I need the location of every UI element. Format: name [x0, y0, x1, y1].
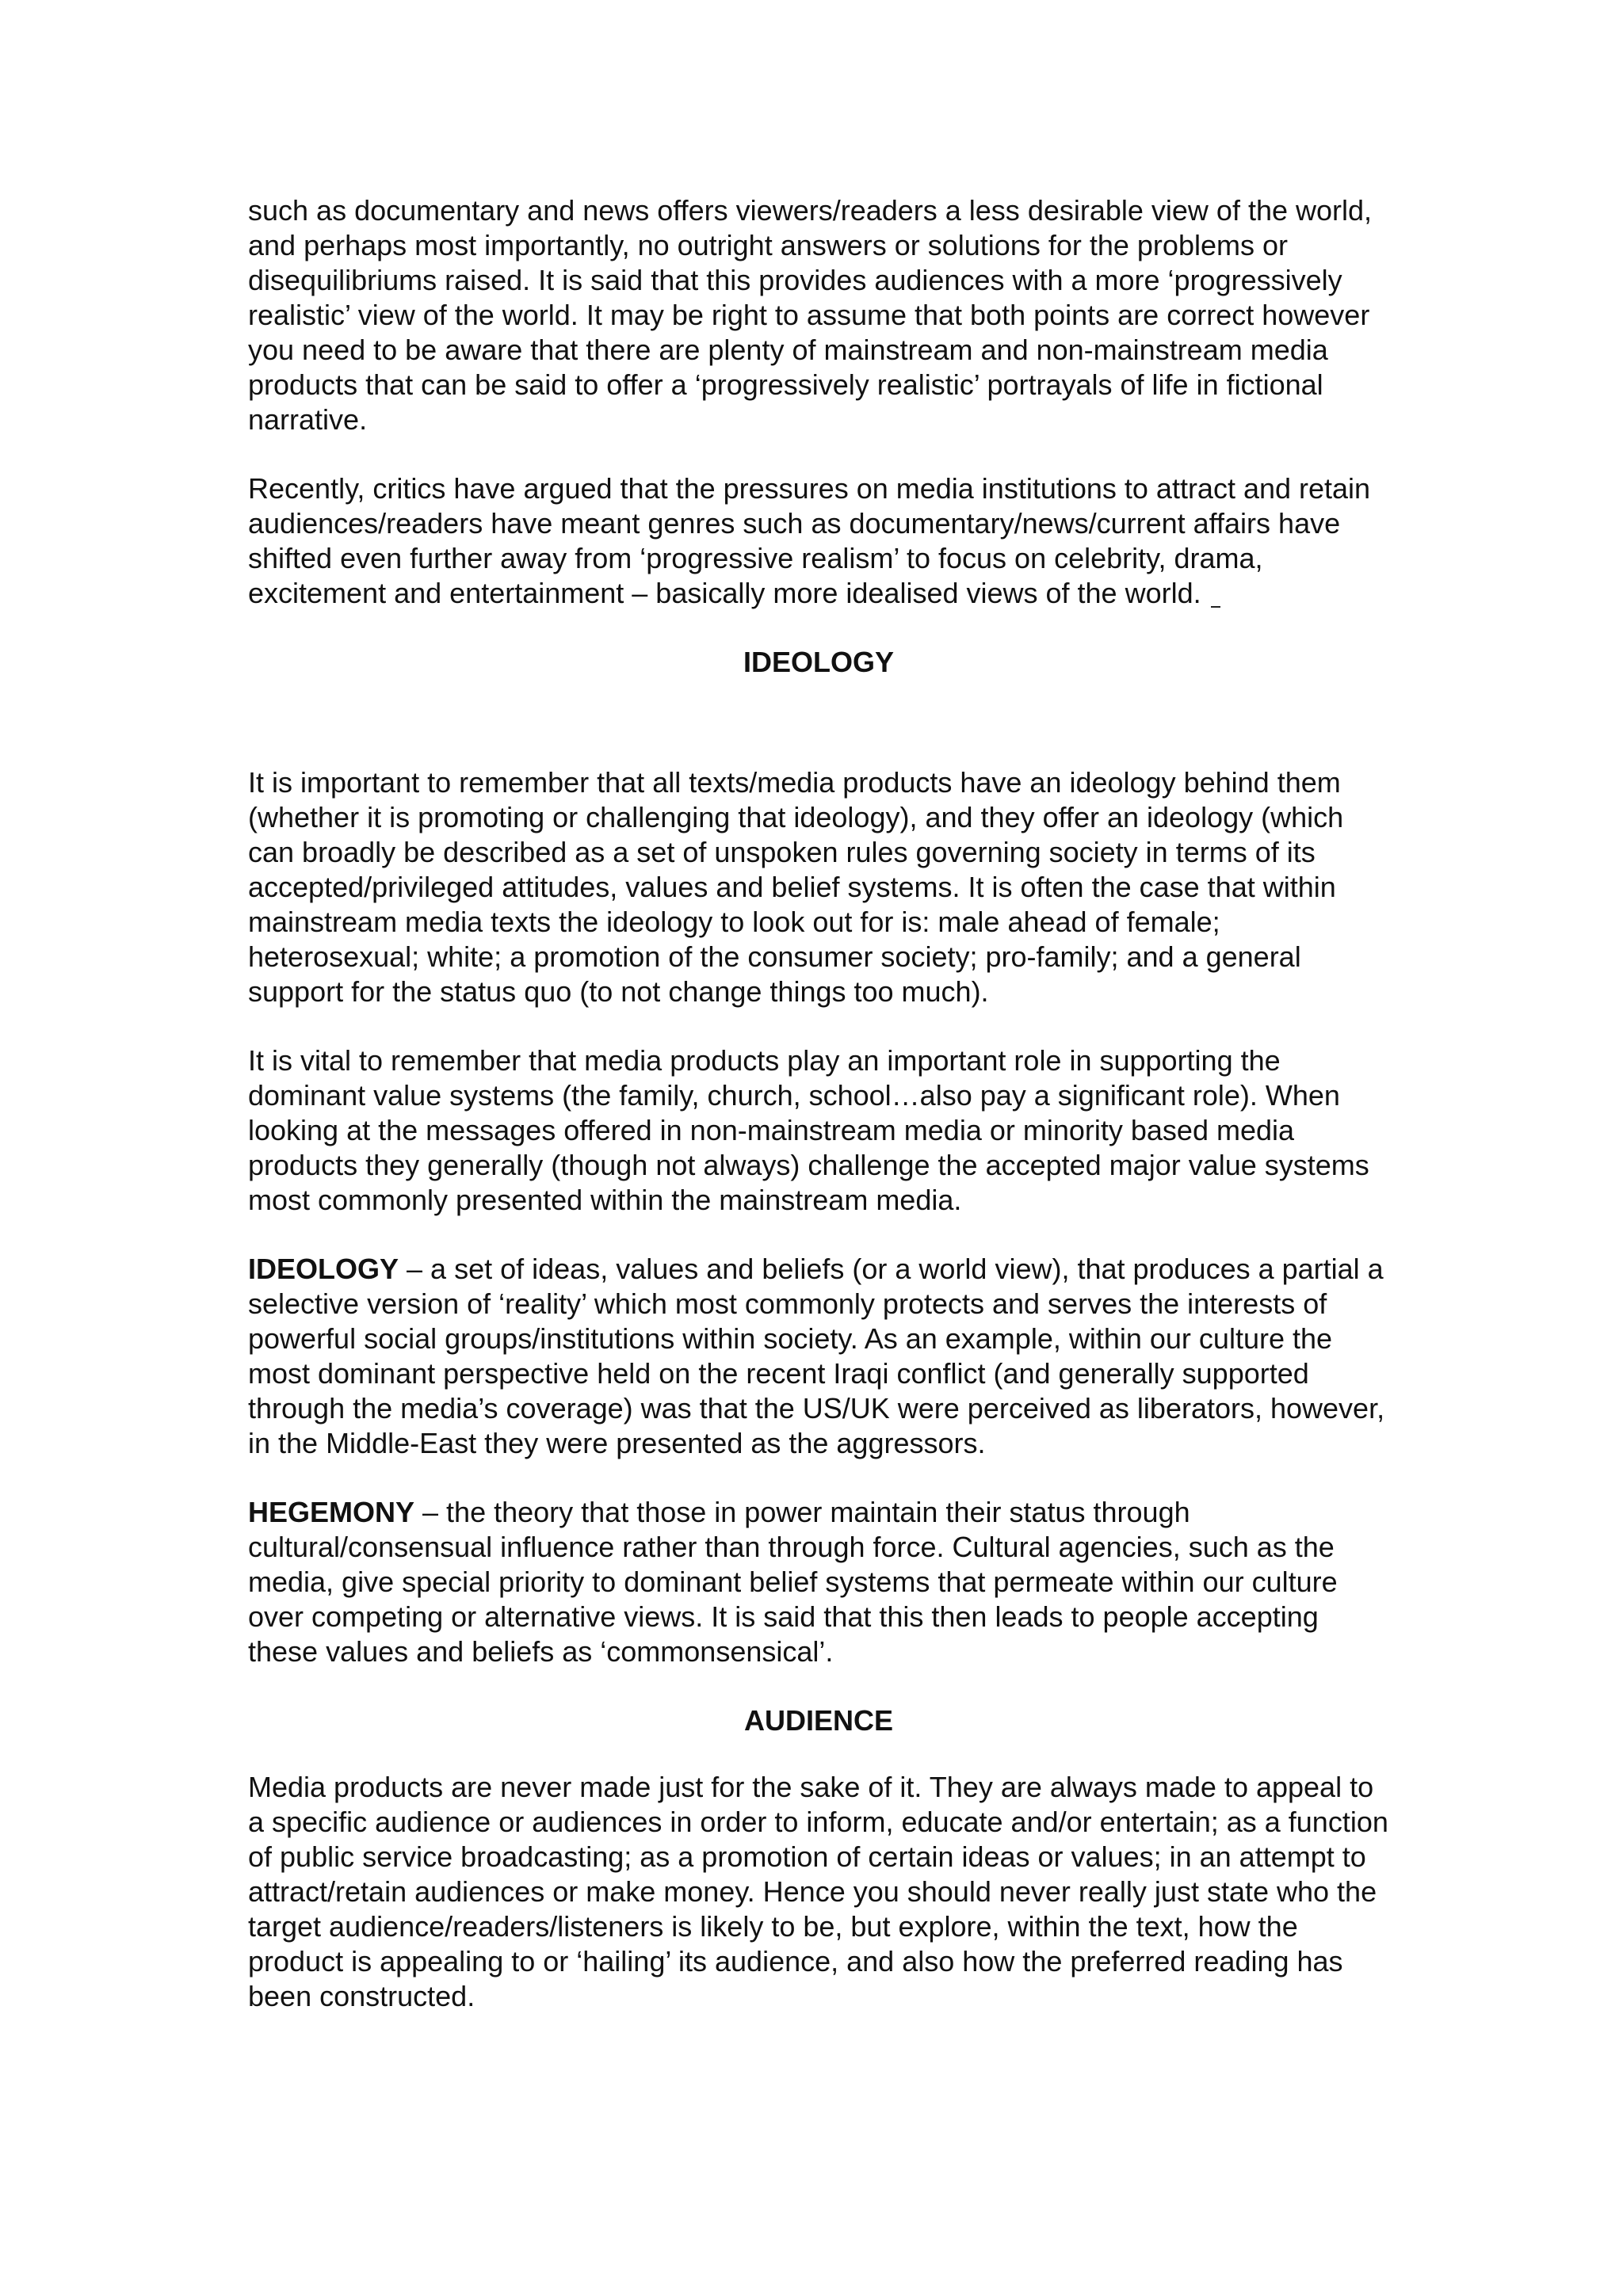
definition-text-hegemony: – the theory that those in power maintain their status through cultural/consensual influence rather than through force. Cultural agencies, such as the media, give special priority to dominant belief systems that permeate within our culture over competing or alternative views. It is said that this then leads to people accepting these values and beliefs as ‘commonsensical’.: [248, 1496, 1338, 1668]
intro-paragraph-1: such as documentary and news offers viewers/readers a less desirable view of the world, and perhaps most importantly, no outright answers or solutions for the problems or disequilibriums raised. It is said that this provides audiences with a more ‘progressively realistic’ view of the world. It may be right to assume that both points are correct however you need to be aware that there are plenty of mainstream and non-mainstream media products that can be said to offer a ‘progressively realistic’ portrayals of life in fictional narrative.: [248, 194, 1373, 436]
definition-term-ideology: IDEOLOGY: [248, 1253, 399, 1285]
ideology-paragraph-1: It is important to remember that all texts/media products have an ideology behind them (whether it is promoting or challenging that ideology), and they offer an ideology (which can broadly be described as a set of unspoken rules governing society in terms of its accepted/privileged attitudes, values and belief systems. It is often the case that within mainstream media texts the ideology to look out for is: male ahead of female; heterosexual; white; a promotion of the consumer society; pro-family; and a general support for the status quo (to not change things too much).: [248, 766, 1344, 1008]
definition-ideology: [248, 1252, 1389, 1461]
audience-heading: AUDIENCE: [743, 1704, 893, 1737]
definition-hegemony: [248, 1495, 1389, 1669]
audience-paragraph-1: Media products are never made just for the sake of it. They are always made to appeal to a specific audience or audiences in order to inform, educate and/or entertain; as a function of public service broadcasting; as a promotion of certain ideas or values; in an attempt to attract/retain audiences or make money. Hence you should never really just state who the target audience/readers/listeners is likely to be, but explore, within the text, how the product is appealing to or ‘hailing’ its audience, and also how the preferred reading has been constructed.: [248, 1771, 1388, 2012]
definition-text-ideology: – a set of ideas, values and beliefs (or a world view), that produces a partial a selective version of ‘reality’ which most commonly protects and serves the interests of powerful social groups/institutions within society. As an example, within our culture the most dominant perspective held on the recent Iraqi conflict (and generally supported through the media’s coverage) was that the US/UK were perceived as liberators, however, in the Middle-East they were presented as the aggressors.: [248, 1253, 1385, 1459]
underscore-mark: [1211, 606, 1220, 608]
ideology-paragraph-2: It is vital to remember that media products play an important role in supporting the dominant value systems (the family, church, school…also pay a significant role). When looking at the messages offered in non-mainstream media or minority based media products they generally (though not always) challenge the accepted major value systems most commonly presented within the mainstream media.: [248, 1044, 1369, 1216]
intro-paragraph-2: [248, 471, 1389, 611]
ideology-heading: IDEOLOGY: [743, 646, 895, 678]
document-body: [248, 193, 1389, 2014]
definition-term-hegemony: HEGEMONY: [248, 1496, 415, 1528]
intro-paragraph-2-text: Recently, critics have argued that the pressures on media institutions to attract and retain audiences/readers have meant genres such as documentary/news/current affairs have shifted even further away from ‘progressive realism’ to focus on celebrity, drama, excitement and entertainment – basically more idealised views of the world.: [248, 472, 1371, 609]
